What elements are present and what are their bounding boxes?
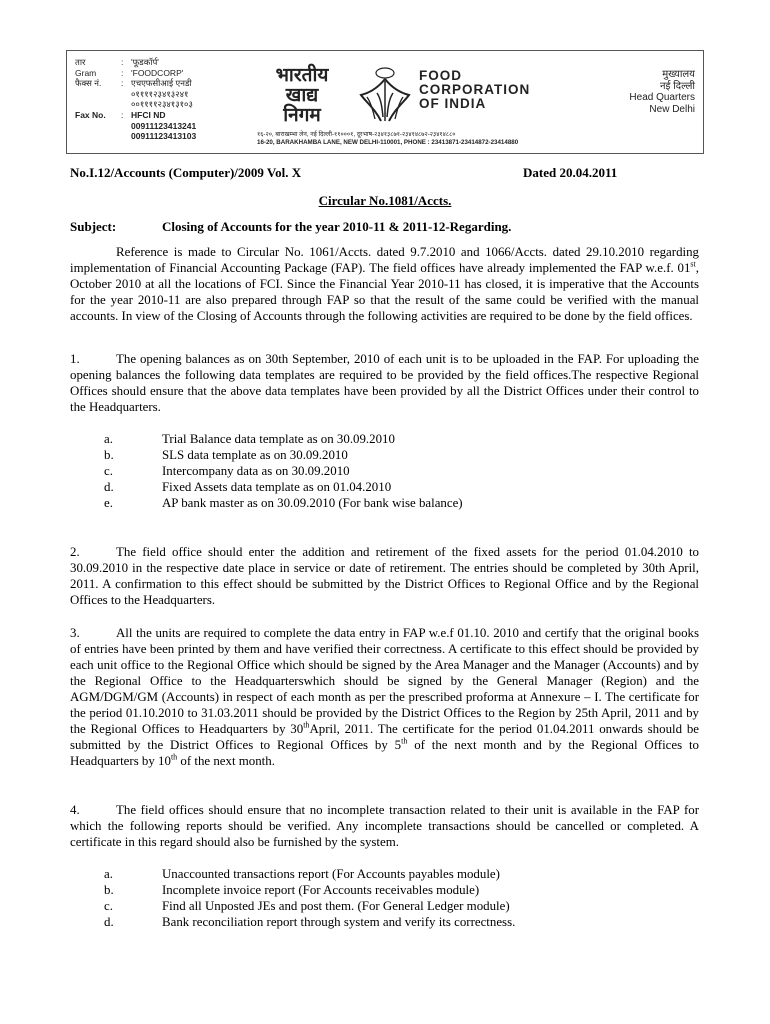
paragraph-1-list xyxy=(104,431,463,511)
letterhead-address: १६-२०, बाराखम्भा लेन, नई दिल्ली-११०००१, दूरभाष-२३४१३८७१-२३४१४८७२-२३४१४८८० 16-20, BARAKHAMBA LANE, NEW DELHI-110001, PHONE : 23413871-23414872-23414880 xyxy=(257,131,519,146)
contact-row: तार : 'फूडकॉर्प' xyxy=(75,57,159,67)
circular-number: Circular No.1081/Accts. xyxy=(318,193,452,208)
fci-emblem-icon xyxy=(355,63,415,125)
list-item: b. SLS data template as on 30.09.2010 xyxy=(104,448,348,462)
subject-text: Closing of Accounts for the year 2010-11 & 2011-12-Regarding. xyxy=(162,219,512,234)
intro-paragraph: Reference is made to Circular No. 1061/Accts. dated 9.7.2010 and 1066/Accts. dated 29.10.2010 regarding implementation of Financial Accounting Package (FAP). The field offices have already implemented the FAP w.e.f. 01st, October 2010 at all the locations of FCI. Since the Financial Year 2010-11 has closed, it is imperative that the Accounts for the year 2010-11 are also prepared through FAP so that the result of the same could be verified with the manual accounts. In view of the Closing of Accounts through the following activities are required to be done by the field offices. xyxy=(70,245,699,323)
list-item: c. Find all Unposted JEs and post them. (For General Ledger module) xyxy=(104,899,510,913)
list-item: a. Unaccounted transactions report (For Accounts payables module) xyxy=(104,867,500,881)
subject-line xyxy=(70,219,511,235)
list-item: d. Fixed Assets data template as on 01.04.2010 xyxy=(104,480,392,494)
english-org-name: FOOD CORPORATION OF INDIA xyxy=(419,68,531,111)
list-item: d. Bank reconciliation report through system and verify its correctness. xyxy=(104,915,516,929)
paragraph-4-list xyxy=(104,866,515,930)
contact-row: Gram : 'FOODCORP' xyxy=(75,67,184,78)
fax-number: 00911123413103 xyxy=(131,131,197,142)
fax-row: Fax No. : HFCI ND xyxy=(75,109,166,120)
paragraph-4: 4. The field offices should ensure that no incomplete transaction related to their unit is available in the FAP for which the following reports should be verified. Any incomplete transactions should be cancelled or completed. A certificate in this regard should also be furnished by the system. xyxy=(70,803,699,849)
reference-number: No.I.12/Accounts (Computer)/2009 Vol. X xyxy=(70,165,302,180)
paragraph-2: 2. The field office should enter the addition and retirement of the fixed assets for the period 01.04.2010 to 30.09.2010 in the respective date place in service or date of retirement. The entries should be completed by 30th April, 2011. A confirmation to this effect should be submitted by the District Offices to Regional Office and by the Regional Offices to the Headquarters. xyxy=(70,545,699,607)
hindi-org-name: भारतीय खाद्य निगम xyxy=(275,64,329,126)
paragraph-1: 1. The opening balances as on 30th September, 2010 of each unit is to be uploaded in the FAP. For uploading the opening balances the following data templates are required to be provided by the field offices.The respective Regional Offices should ensure that the above data templates have been provided by all the District Offices under their control to the Headquarters. xyxy=(70,352,699,414)
list-item: a. Trial Balance data template as on 30.09.2010 xyxy=(104,432,395,446)
contact-number: ०११११२३४१३२४१ xyxy=(131,88,189,99)
fax-number: 00911123413241 xyxy=(131,120,197,131)
contact-row: फैक्स नं. : एचएफसीआई एनडी xyxy=(75,78,192,89)
letterhead xyxy=(66,50,704,154)
reference-date: Dated 20.04.2011 xyxy=(523,165,618,180)
letterhead-contact-block xyxy=(75,57,196,142)
head-quarters-block: मुख्यालय नई दिल्ली Head Quarters New Delhi xyxy=(629,69,695,115)
paragraph-3: 3. All the units are required to complete the data entry in FAP w.e.f 01.10. 2010 and certify that the original books of entries have been printed by them and have verified their correctness. A certificate to this effect should be provided by each unit office to the Regional Office which should be signed by the Area Manager and the Manager (Accounts) and by the Regional Office to the Headquarterswhich should be signed by the General Manager (Region) and the AGM/DGM/GM (Accounts) in respect of each month as per the prescribed proforma at Annexure – I. The certificate for the period 01.10.2010 to 31.03.2011 should be provided by the District Offices to the Region by 25th April, 2011 and by the Regional Offices to Headquarters by 30thApril, 2011. The certificate for the period 01.04.2011 onwards should be submitted by the District Offices to Regional Offices by 5th of the next month and by the Regional Offices to Headquarters by 10th of the next month. xyxy=(70,626,699,768)
list-item: b. Incomplete invoice report (For Accounts receivables module) xyxy=(104,883,480,897)
contact-number: ००११११२३४१३१०३ xyxy=(131,99,193,110)
subject-label: Subject: xyxy=(70,219,117,234)
list-item: c. Intercompany data as on 30.09.2010 xyxy=(104,464,350,478)
list-item: e. AP bank master as on 30.09.2010 (For bank wise balance) xyxy=(104,496,463,510)
